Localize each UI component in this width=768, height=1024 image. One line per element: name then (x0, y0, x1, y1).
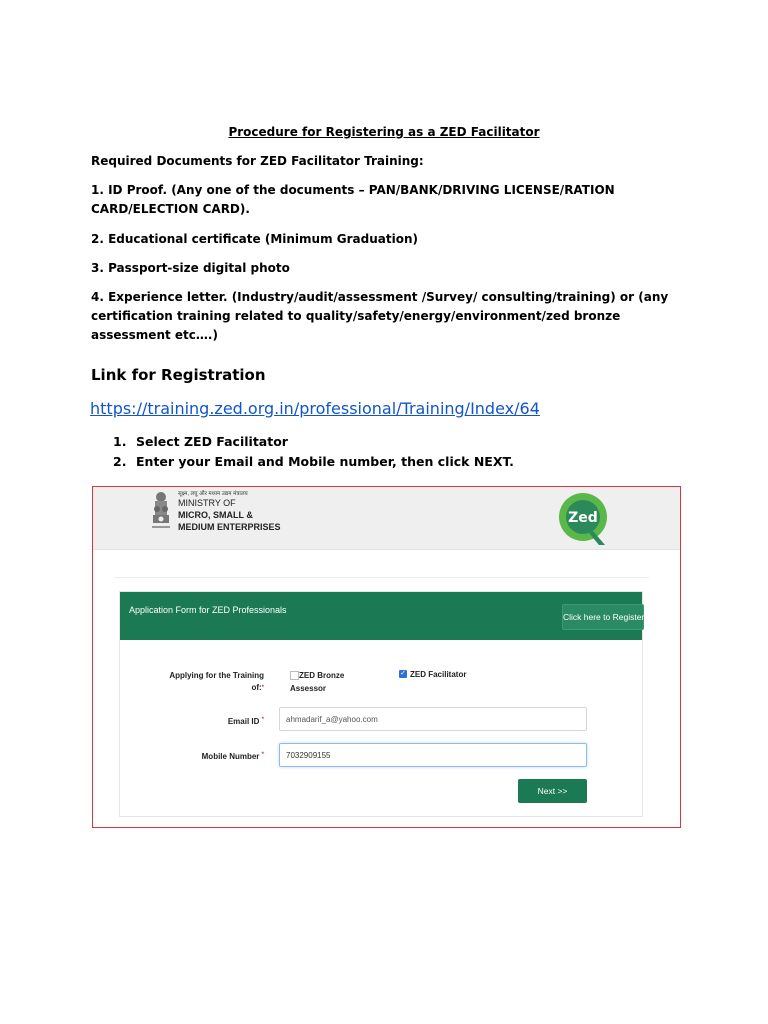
required-marker: * (261, 717, 264, 723)
step-item (113, 434, 288, 449)
document-item-education: 2. Educational certificate (Minimum Graduation) (91, 232, 418, 246)
bronze-assessor-checkbox[interactable] (290, 671, 299, 680)
mobile-input[interactable]: 7032909155 (279, 743, 587, 767)
ministry-header (93, 487, 680, 550)
email-label-text: Email ID (227, 717, 260, 726)
link-heading: Link for Registration (91, 366, 266, 384)
national-emblem-icon (149, 489, 173, 539)
form-header (120, 592, 645, 640)
registration-screenshot (92, 486, 681, 828)
application-form (119, 591, 643, 817)
svg-text:Zed: Zed (568, 510, 598, 526)
facilitator-checkbox[interactable]: ✓ (400, 670, 406, 677)
document-item-photo: 3. Passport-size digital photo (91, 261, 290, 275)
facilitator-option-label: ZED Facilitator (410, 670, 467, 679)
step-number: 1. (113, 434, 127, 449)
ministry-name-line: MINISTRY OF (178, 498, 236, 508)
required-marker: * (261, 685, 264, 691)
form-title: Application Form for ZED Professionals (129, 605, 287, 615)
ministry-name-line: MEDIUM ENTERPRISES (178, 522, 281, 532)
step-text: Select ZED Facilitator (136, 434, 288, 449)
training-label (160, 670, 264, 694)
training-label-text: Applying for the Training of: (169, 671, 264, 692)
mobile-label (180, 752, 264, 761)
step-item (113, 454, 514, 469)
document-item-experience: 4. Experience letter. (Industry/audit/assessment /Survey/ consulting/training) or (any certification training related to quality/safety/energy/environment/zed bronze assessment etc….) (91, 290, 669, 342)
divider (115, 577, 649, 578)
required-marker: * (261, 752, 264, 758)
zed-logo-icon (557, 487, 613, 549)
registration-link[interactable]: https://training.zed.org.in/professional/Training/Index/64 (90, 399, 540, 418)
required-documents-heading: Required Documents for ZED Facilitator Training: (91, 154, 424, 168)
email-label (180, 717, 264, 726)
email-input[interactable]: ahmadarif_a@yahoo.com (279, 707, 587, 731)
mobile-label-text: Mobile Number (201, 752, 260, 761)
step-text: Enter your Email and Mobile number, then click NEXT. (136, 454, 514, 469)
bronze-option-label: ZED Bronze (299, 671, 345, 680)
bronze-option-label: Assessor (290, 684, 327, 693)
ministry-hindi-name: सूक्ष्म, लघु और मध्यम उद्यम मंत्रालय (178, 491, 248, 497)
document-title: Procedure for Registering as a ZED Facilitator (228, 125, 540, 139)
register-button[interactable]: Click here to Register (562, 604, 644, 630)
document-item-id-proof: 1. ID Proof. (Any one of the documents – PAN/BANK/DRIVING LICENSE/RATION CARD/ELECTION CARD). (91, 183, 615, 216)
next-button[interactable]: Next >> (518, 779, 587, 803)
ministry-name-line: MICRO, SMALL & (178, 510, 253, 520)
step-number: 2. (113, 454, 127, 469)
